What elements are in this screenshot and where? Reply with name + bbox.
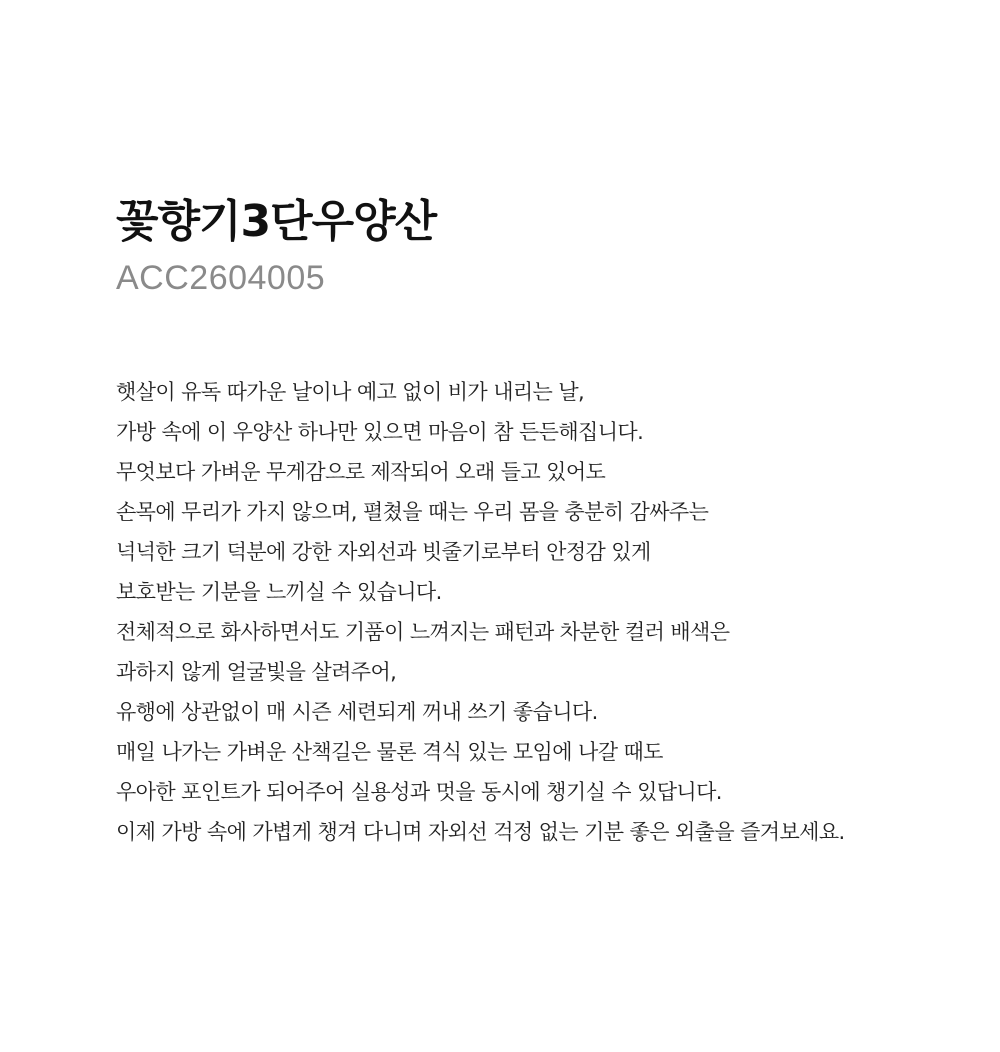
description-line: 가방 속에 이 우양산 하나만 있으면 마음이 참 든든해집니다. (116, 420, 644, 444)
description-line: 유행에 상관없이 매 시즌 세련되게 꺼내 쓰기 좋습니다. (116, 700, 598, 724)
description-line: 보호받는 기분을 느끼실 수 있습니다. (116, 580, 442, 604)
product-header (116, 192, 976, 300)
description-line: 우아한 포인트가 되어주어 실용성과 멋을 동시에 챙기실 수 있답니다. (116, 780, 722, 804)
description-line: 햇살이 유독 따가운 날이나 예고 없이 비가 내리는 날, (116, 380, 585, 404)
description-line: 넉넉한 크기 덕분에 강한 자외선과 빗줄기로부터 안정감 있게 (116, 540, 651, 564)
product-code: ACC2604005 (116, 259, 326, 297)
description-line: 손목에 무리가 가지 않으며, 펼쳤을 때는 우리 몸을 충분히 감싸주는 (116, 500, 709, 524)
description-line: 과하지 않게 얼굴빛을 살려주어, (116, 660, 397, 684)
product-description (116, 372, 986, 852)
description-line: 무엇보다 가벼운 무게감으로 제작되어 오래 들고 있어도 (116, 460, 606, 484)
description-line: 전체적으로 화사하면서도 기품이 느껴지는 패턴과 차분한 컬러 배색은 (116, 620, 730, 644)
description-line: 이제 가방 속에 가볍게 챙겨 다니며 자외선 걱정 없는 기분 좋은 외출을 즐겨보세요. (116, 820, 845, 844)
description-line: 매일 나가는 가벼운 산책길은 물론 격식 있는 모임에 나갈 때도 (116, 740, 663, 764)
product-title: 꽃향기3단우양산 (116, 196, 437, 247)
